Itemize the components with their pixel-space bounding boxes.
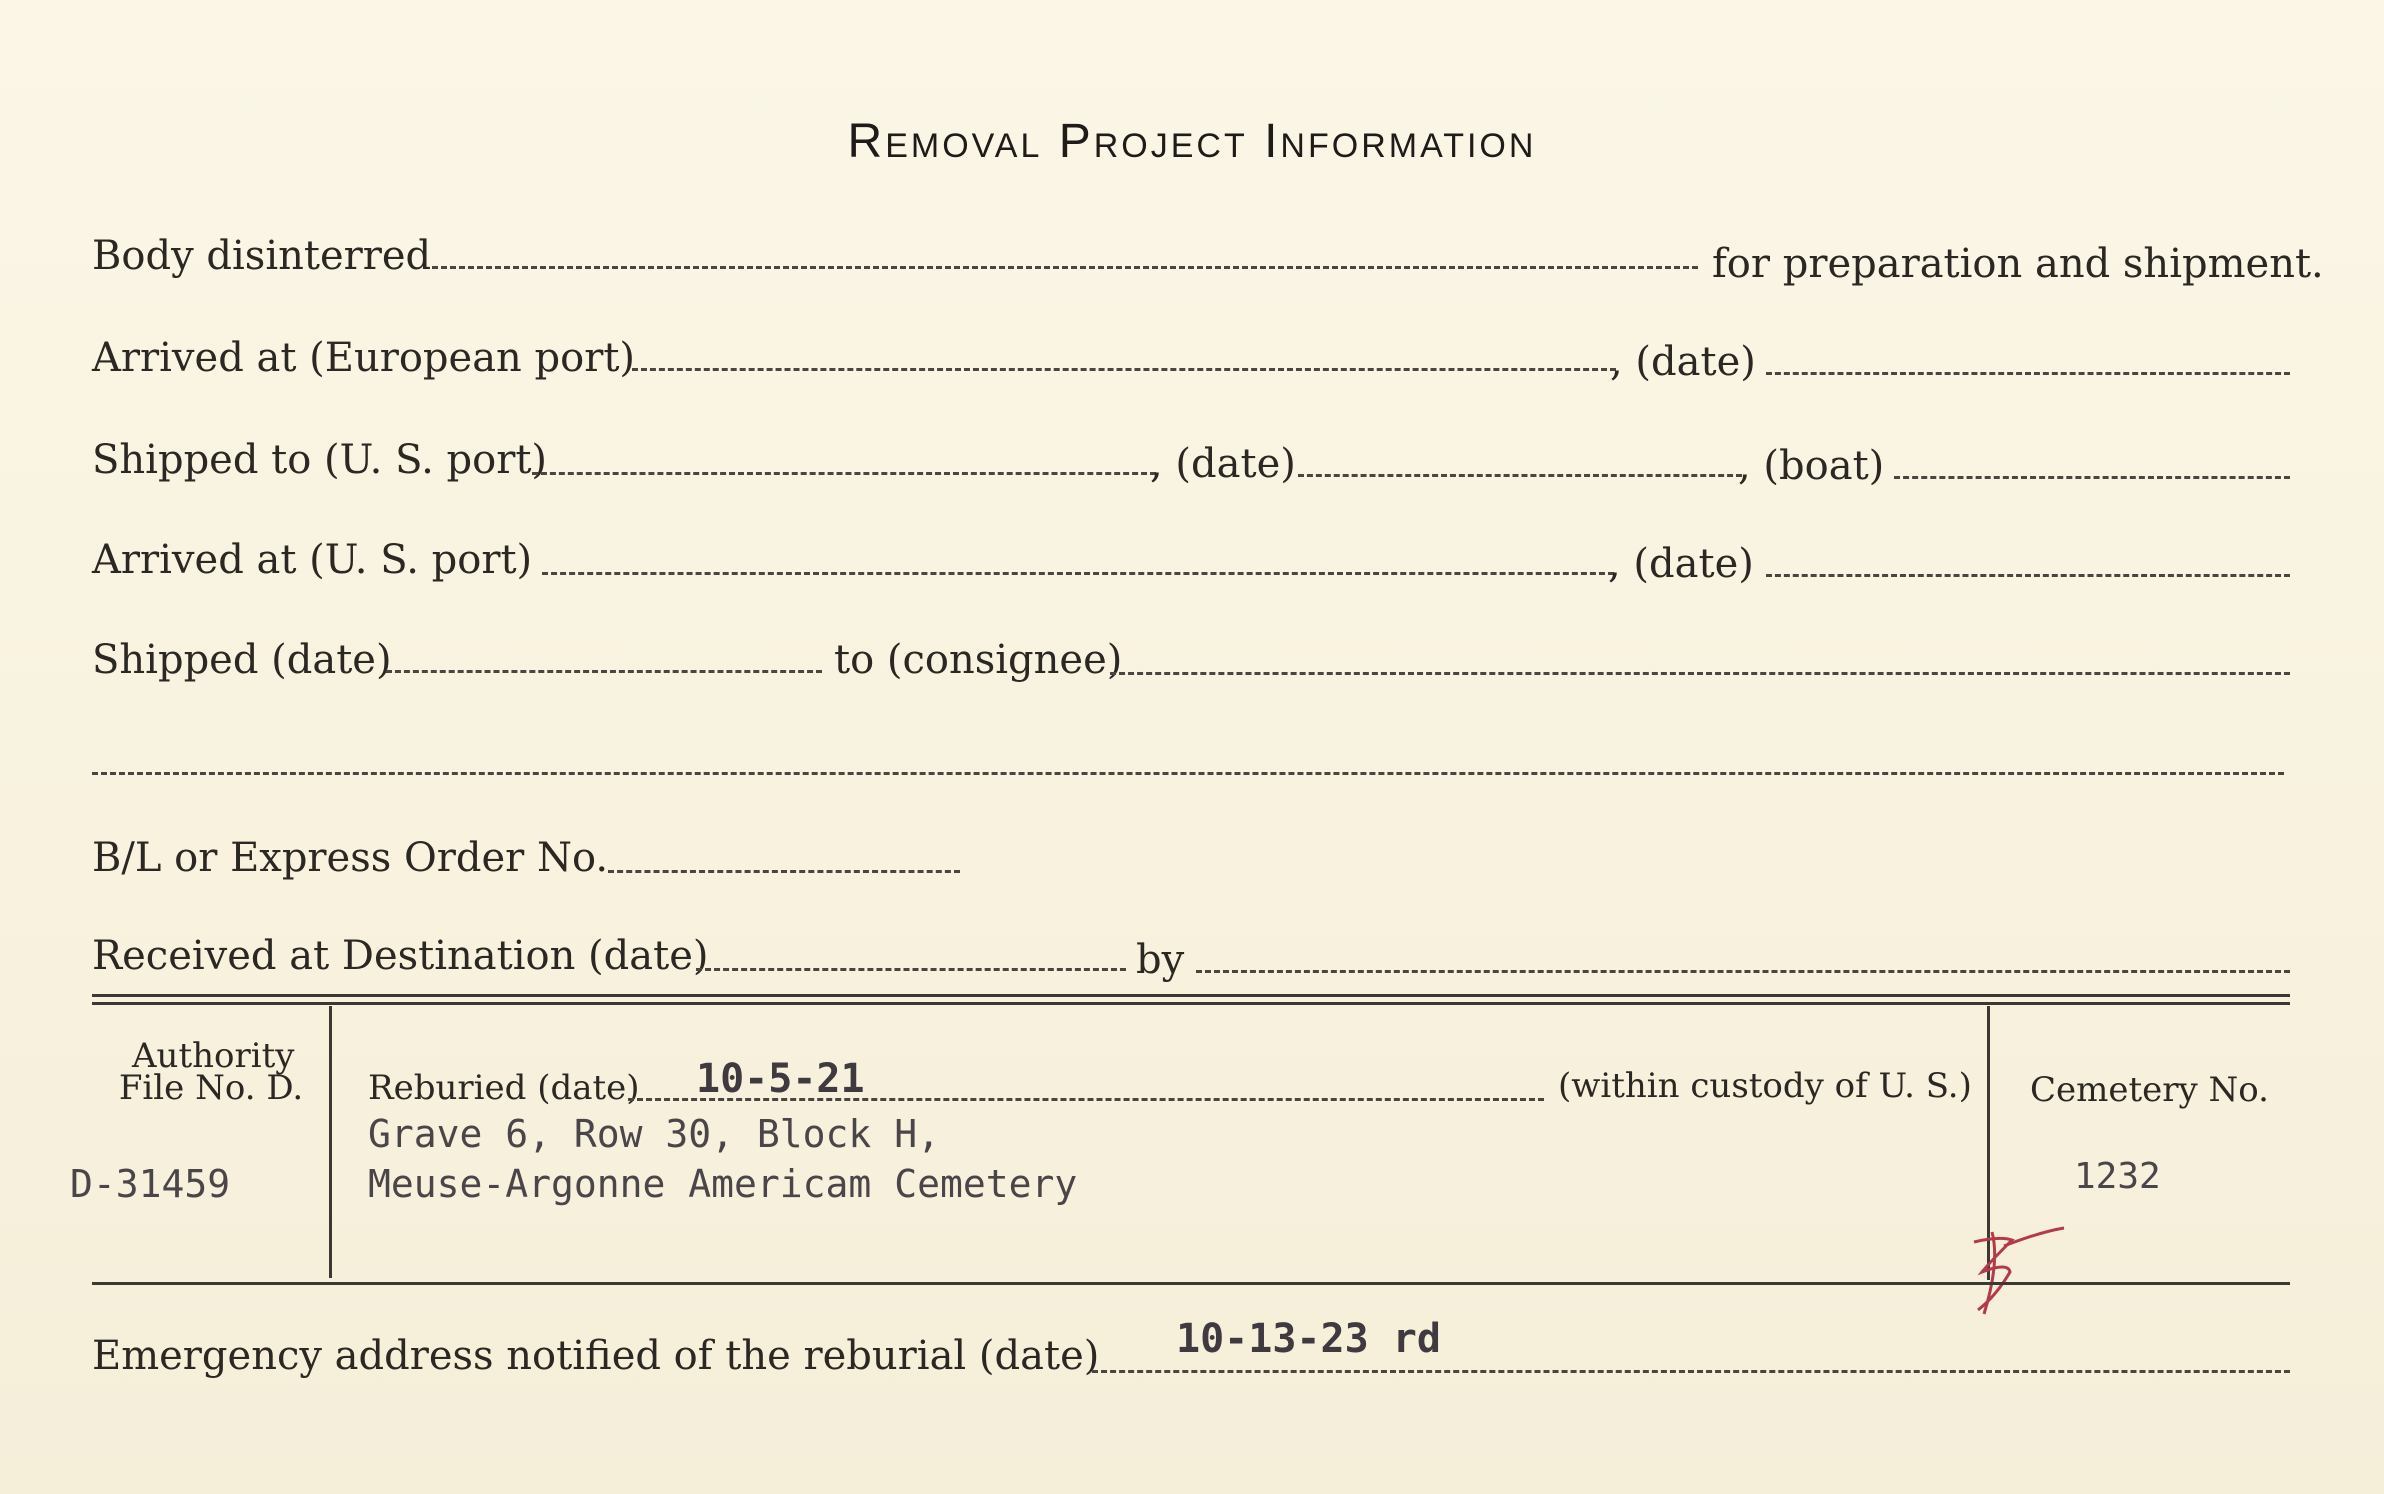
emergency-address-label: Emergency address notified of the reburial (date) (92, 1333, 1100, 1379)
received-by-line (1196, 970, 2290, 973)
card-title: Removal Project Information (847, 115, 1537, 168)
emergency-date-line (1092, 1370, 2290, 1373)
for-preparation-label: for preparation and shipment. (1712, 241, 2324, 287)
arrived-us-port-line (542, 572, 1614, 575)
reburied-date-value: 10-5-21 (696, 1056, 865, 1102)
arrival-date-label-1: , (date) (1610, 339, 1756, 385)
cemetery-no-label: Cemetery No. (2030, 1070, 2269, 1110)
cemetery-number: 1232 (2074, 1156, 2161, 1197)
bl-order-line (608, 870, 960, 873)
shipped-date-line-2 (386, 670, 822, 673)
custody-label: (within custody of U. S.) (1558, 1066, 1972, 1106)
boat-line (1894, 476, 2290, 479)
body-disinterred-line (432, 266, 1698, 269)
box-bottom-rule (92, 1282, 2290, 1285)
received-destination-label: Received at Destination (date) (92, 933, 709, 979)
received-date-line (696, 968, 1126, 971)
box-top-rule-2 (92, 1002, 2290, 1005)
consignee-label: to (consignee) (834, 637, 1123, 683)
us-port-line (532, 472, 1156, 475)
authority-label: Authority (132, 1036, 295, 1076)
bl-order-label: B/L or Express Order No. (92, 835, 609, 881)
arrival-date-line-2 (1766, 574, 2290, 577)
handwritten-mark (1960, 1222, 2080, 1322)
grave-location: Grave 6, Row 30, Block H, (368, 1112, 940, 1156)
reburied-date-label: Reburied (date) (368, 1068, 640, 1108)
emergency-date-value: 10-13-23 rd (1176, 1316, 1441, 1362)
authority-file-number: D-31459 (70, 1162, 231, 1206)
arrived-us-port-label: Arrived at (U. S. port) (92, 537, 533, 583)
shipped-date-line (1298, 474, 1742, 477)
arrived-european-port-label: Arrived at (European port) (92, 335, 636, 381)
consignee-line (1110, 672, 2290, 675)
received-by-label: by (1136, 937, 1185, 983)
boat-label: , (boat) (1738, 443, 1885, 489)
cemetery-name: Meuse-Argonne Americam Cemetery (368, 1162, 1078, 1206)
shipped-date-label-2: Shipped (date) (92, 637, 392, 683)
shipped-date-label: , (date) (1150, 441, 1296, 487)
box-divider-left (329, 1006, 332, 1278)
arrival-date-line-1 (1766, 372, 2290, 375)
file-no-label: File No. D. (118, 1068, 304, 1108)
european-port-line (632, 368, 1616, 371)
consignee-continuation-line (92, 772, 2284, 775)
arrival-date-label-2: , (date) (1608, 541, 1754, 587)
shipped-us-port-label: Shipped to (U. S. port) (92, 437, 547, 483)
body-disinterred-label: Body disinterred (92, 233, 432, 279)
box-top-rule-1 (92, 994, 2290, 997)
